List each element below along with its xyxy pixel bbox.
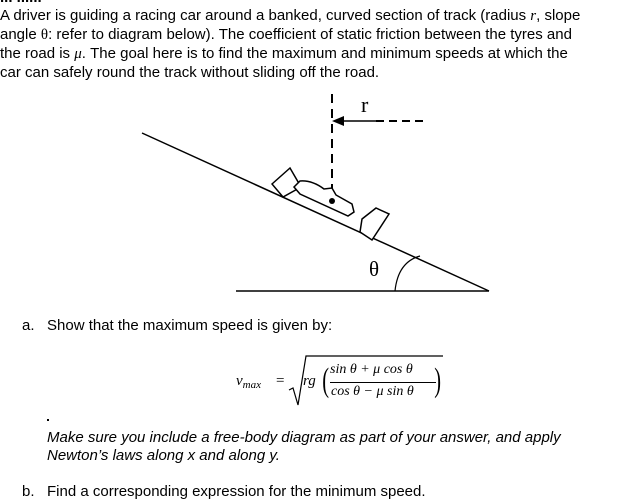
- car-centre-dot: [329, 198, 335, 204]
- formula-denominator: cos θ − μ sin θ: [331, 384, 414, 399]
- angle-arc: [395, 256, 420, 291]
- formula-numerator: sin θ + μ cos θ: [330, 362, 413, 377]
- car-rear-wheel: [272, 168, 301, 197]
- formula-right-paren: ): [434, 362, 442, 399]
- intro-line-3-b: . The goal here is to find the maximum and minimum speeds at which the: [81, 45, 568, 62]
- intro-line-1-b: , slope: [536, 7, 581, 24]
- intro-line-3-a: the road is: [0, 45, 75, 62]
- part-a-label: a.: [22, 317, 35, 334]
- intro-line-4: car can safely round the track without sliding off the road.: [0, 64, 380, 81]
- formula-left-paren: (: [322, 362, 330, 399]
- part-a-text: Show that the maximum speed is given by:: [47, 317, 333, 334]
- part-a-note-line-1: Make sure you include a free-body diagram as part of your answer, and apply: [47, 429, 561, 446]
- angle-label: θ: [369, 257, 380, 281]
- radius-label: r: [361, 92, 369, 117]
- car-body: [294, 181, 354, 216]
- radius-symbol: r: [530, 8, 537, 24]
- part-a-note-line-2: Newton’s laws along x and along y.: [47, 447, 280, 464]
- car-front-wheel: [360, 208, 389, 240]
- intro-line-2-b: : refer to diagram below). The coefficient of static friction between the tyres and: [48, 26, 572, 43]
- mu-symbol: μ: [74, 46, 82, 62]
- intro-line-1-a: A driver is guiding a racing car around a banked, curved section of track (radius: [0, 7, 531, 24]
- slope-line: [142, 133, 489, 291]
- theta-symbol: θ: [40, 27, 49, 43]
- stray-mark: [47, 419, 49, 421]
- intro-line-2-a: angle: [0, 26, 41, 43]
- part-b-label: b.: [22, 483, 35, 500]
- formula-equals: =: [276, 373, 285, 389]
- formula-fraction-bar: [330, 382, 436, 383]
- formula-lhs: $v_{max}$: [236, 373, 261, 391]
- radius-arrowhead: [332, 116, 344, 126]
- part-b-text: Find a corresponding expression for the minimum speed.: [47, 483, 426, 500]
- formula-rg: rg: [303, 373, 316, 389]
